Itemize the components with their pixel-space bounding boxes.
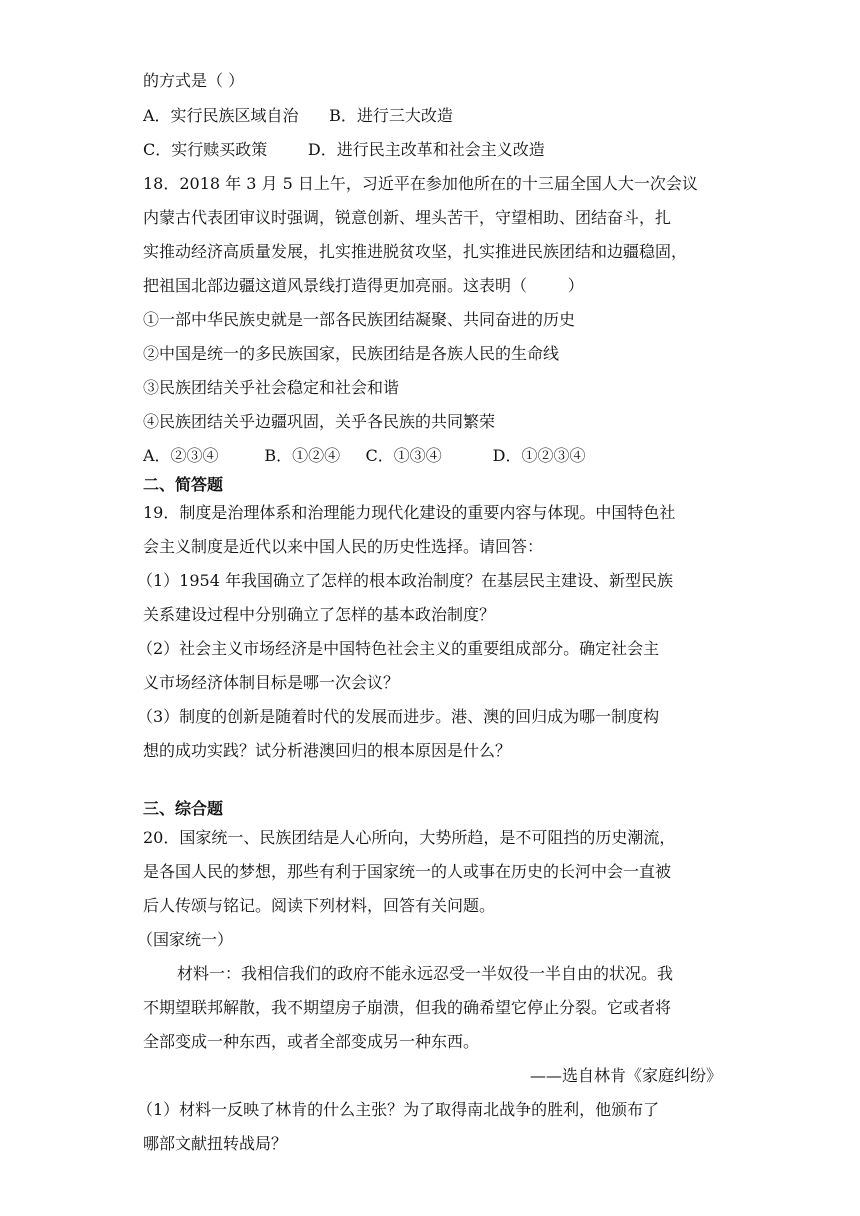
q18-line-4: 把祖国北部边疆这道风景线打造得更加亮丽。这表明（ ） — [143, 276, 584, 295]
q17-options-cd: C．实行赎买政策 D．进行民主改革和社会主义改造 — [143, 140, 545, 159]
q17-stem-end: 的方式是（ ） — [143, 71, 245, 90]
material-1-line-2: 不期望联邦解散，我不期望房子崩溃，但我的确希望它停止分裂。它或者将 — [143, 998, 672, 1017]
material-1-line-3: 全部变成一种东西，或者全部变成另一种东西。 — [143, 1032, 480, 1051]
q19-part2-line-1: （2）社会主义市场经济是中国特色社会主义的重要组成部分。确定社会主 — [137, 639, 660, 658]
q20-part1-line-2: 哪部文献扭转战局？ — [143, 1134, 288, 1153]
q18-line-1: 18．2018 年 3 月 5 日上午，习近平在参加他所在的十三届全国人大一次会议 — [143, 174, 698, 193]
q19-part1-line-1: （1）1954 年我国确立了怎样的根本政治制度？在基层民主建设、新型民族 — [137, 571, 673, 590]
q20-subheading: （国家统一） — [137, 930, 234, 949]
material-1-line-1: 材料一：我相信我们的政府不能永远忍受一半奴役一半自由的状况。我 — [177, 964, 674, 983]
q18-line-3: 实推动经济高质量发展，扎实推进脱贫攻坚，扎实推进民族团结和边疆稳固， — [143, 242, 688, 261]
q19-part3-line-1: （3）制度的创新是随着时代的发展而进步。港、澳的回归成为哪一制度构 — [137, 707, 660, 726]
section-heading-comprehensive: 三、综合题 — [143, 799, 224, 818]
section-heading-short-answer: 二、简答题 — [143, 475, 224, 494]
q20-part1-line-1: （1）材料一反映了林肯的什么主张？为了取得南北战争的胜利，他颁布了 — [137, 1100, 660, 1119]
q18-statement-1: ①一部中华民族史就是一部各民族团结凝聚、共同奋进的历史 — [143, 310, 576, 329]
q18-statement-3: ③民族团结关乎社会稳定和社会和谐 — [143, 378, 400, 397]
q19-part1-line-2: 关系建设过程中分别确立了怎样的基本政治制度？ — [143, 605, 496, 624]
q18-options: A．②③④ B．①②④ C．①③④ D．①②③④ — [143, 446, 586, 465]
material-1-source: ——选自林肯《家庭纠纷》 — [529, 1066, 722, 1085]
q20-line-1: 20．国家统一、民族团结是人心所向，大势所趋，是不可阻挡的历史潮流， — [143, 828, 676, 847]
q20-line-2: 是各国人民的梦想，那些有利于国家统一的人或事在历史的长河中会一直被 — [143, 862, 672, 881]
q19-line-1: 19．制度是治理体系和治理能力现代化建设的重要内容与体现。中国特色社 — [143, 503, 676, 522]
q20-line-3: 后人传颂与铭记。阅读下列材料，回答有关问题。 — [143, 896, 496, 915]
q17-options-ab: A．实行民族区域自治 B．进行三大改造 — [143, 106, 453, 125]
q19-part3-line-2: 想的成功实践？试分析港澳回归的根本原因是什么？ — [143, 741, 512, 760]
q18-statement-2: ②中国是统一的多民族国家，民族团结是各族人民的生命线 — [143, 344, 560, 363]
q19-part2-line-2: 义市场经济体制目标是哪一次会议？ — [143, 673, 400, 692]
q18-line-2: 内蒙古代表团审议时强调，锐意创新、埋头苦干，守望相助、团结奋斗，扎 — [143, 208, 672, 227]
q18-statement-4: ④民族团结关乎边疆巩固，关乎各民族的共同繁荣 — [143, 412, 496, 431]
q19-line-2: 会主义制度是近代以来中国人民的历史性选择。请回答： — [143, 537, 544, 556]
